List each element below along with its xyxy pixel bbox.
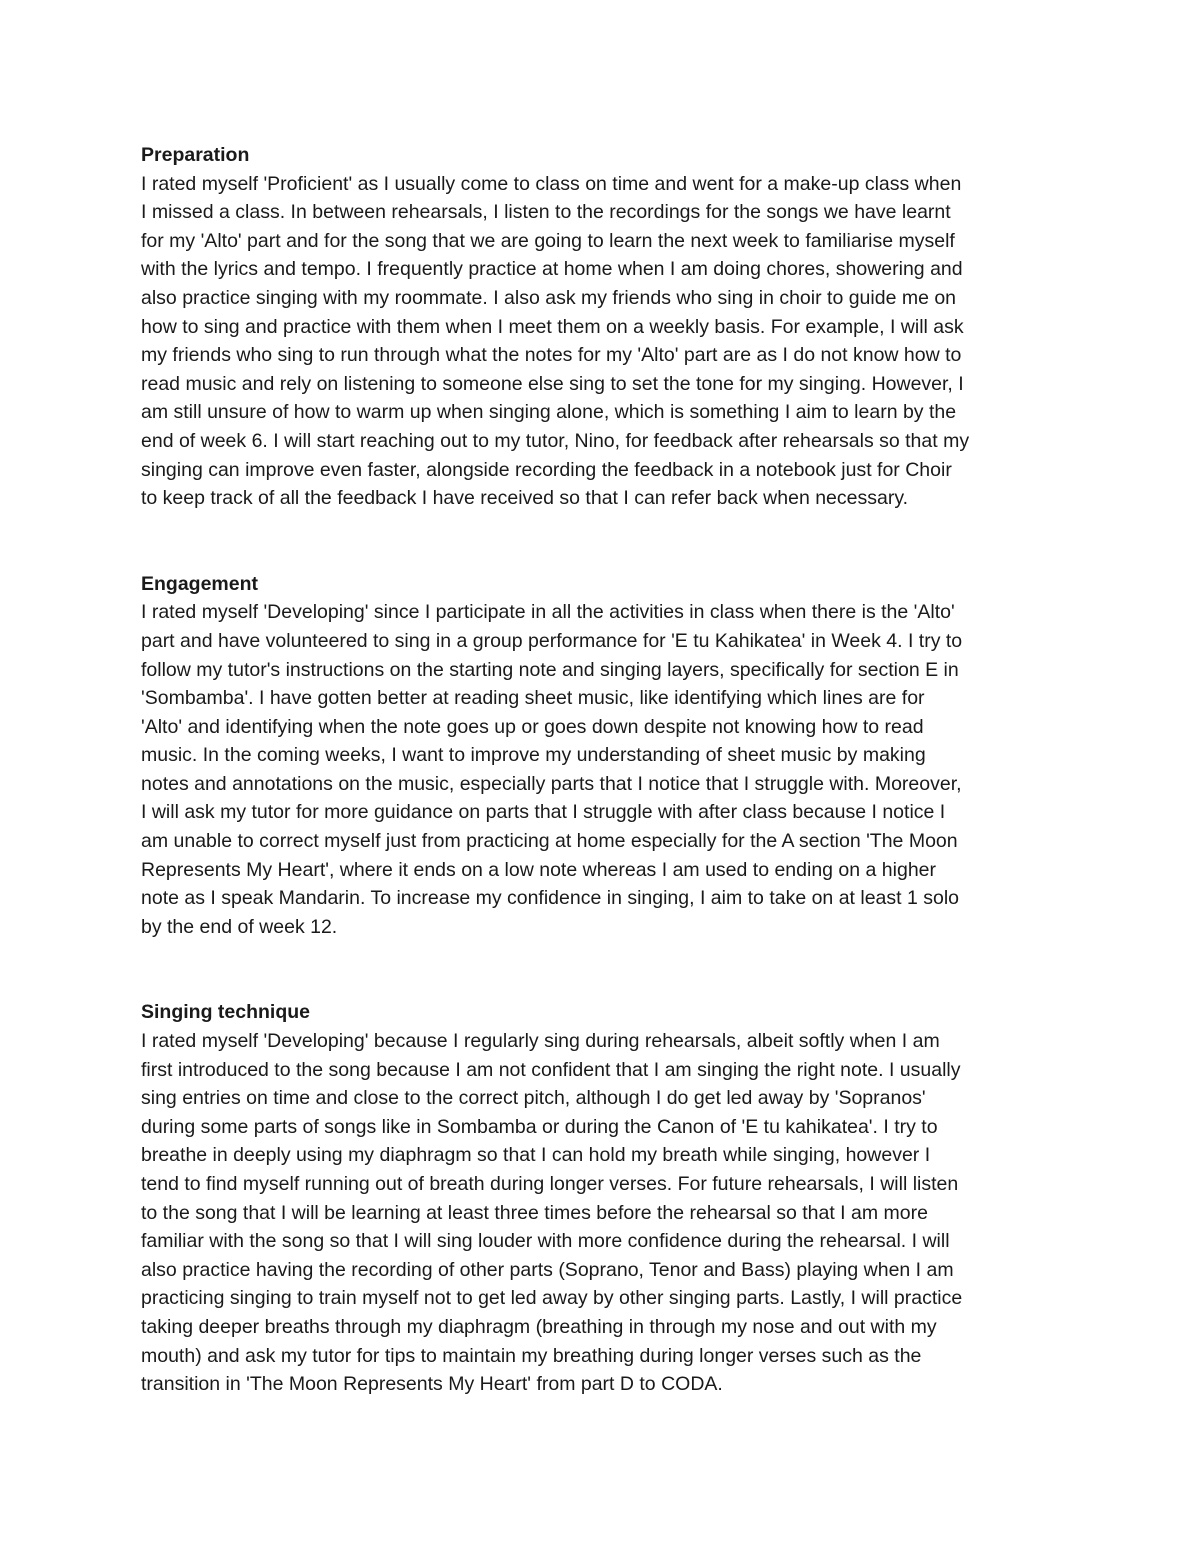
text-line: my friends who sing to run through what the notes for my 'Alto' part are as I do not know how to	[141, 344, 962, 367]
text-line: notes and annotations on the music, especially parts that I notice that I struggle with. Moreover,	[141, 772, 962, 795]
text-line: I will ask my tutor for more guidance on parts that I struggle with after class because I notice I	[141, 801, 946, 824]
text-line: I rated myself 'Developing' since I participate in all the activities in class when there is the 'Alto'	[141, 601, 955, 624]
text-line: singing can improve even faster, alongside recording the feedback in a notebook just for Choir	[141, 458, 952, 481]
section-heading: Engagement	[141, 572, 259, 595]
text-line: am unable to correct myself just from practicing at home especially for the A section 'The Moon	[141, 830, 958, 853]
text-line: breathe in deeply using my diaphragm so that I can hold my breath while singing, however I	[141, 1144, 931, 1167]
text-line: music. In the coming weeks, I want to improve my understanding of sheet music by making	[141, 744, 926, 767]
section-preparation	[141, 141, 1071, 513]
text-line: tend to find myself running out of breath during longer verses. For future rehearsals, I will listen	[141, 1173, 959, 1195]
text-line: also practice singing with my roommate. I also ask my friends who sing in choir to guide me on	[141, 286, 957, 309]
text-line: end of week 6. I will start reaching out to my tutor, Nino, for feedback after rehearsals so that my	[141, 429, 970, 452]
text-line: to keep track of all the feedback I have received so that I can refer back when necessary.	[141, 487, 909, 510]
text-line: 'Alto' and identifying when the note goes up or goes down despite not knowing how to read	[141, 715, 924, 738]
text-line: I rated myself 'Proficient' as I usually come to class on time and went for a make-up class when	[141, 172, 962, 195]
text-line: also practice having the recording of other parts (Soprano, Tenor and Bass) playing when I am	[141, 1258, 954, 1281]
section-heading: Singing technique	[141, 1001, 310, 1024]
text-line: transition in 'The Moon Represents My Heart' from part D to CODA.	[141, 1373, 723, 1396]
text-line: sing entries on time and close to the correct pitch, although I do get led away by 'Sopranos'	[141, 1087, 926, 1110]
text-line: mouth) and ask my tutor for tips to maintain my breathing during longer verses such as the	[141, 1344, 922, 1367]
text-line: follow my tutor's instructions on the starting note and singing layers, specifically for section E in	[141, 658, 959, 681]
text-line: familiar with the song so that I will sing louder with more confidence during the rehearsal. I will	[141, 1230, 950, 1253]
text-line: am still unsure of how to warm up when singing alone, which is something I aim to learn by the	[141, 401, 957, 424]
section-engagement	[141, 570, 1071, 942]
text-line: how to sing and practice with them when I meet them on a weekly basis. For example, I will ask	[141, 315, 964, 338]
section-spacer	[141, 941, 1071, 998]
text-line: practicing singing to train myself not to get led away by other singing parts. Lastly, I will practice	[141, 1287, 963, 1310]
text-line: I rated myself 'Developing' because I regularly sing during rehearsals, albeit softly when I am	[141, 1030, 940, 1053]
document-page	[141, 141, 1071, 1399]
text-line: by the end of week 12.	[141, 915, 338, 938]
section-heading: Preparation	[141, 144, 250, 166]
section-singing-technique	[141, 998, 1071, 1398]
text-line: part and have volunteered to sing in a group performance for 'E tu Kahikatea' in Week 4. I try to	[141, 629, 963, 652]
text-line: read music and rely on listening to someone else sing to set the tone for my singing. However, I	[141, 372, 964, 395]
text-line: first introduced to the song because I am not confident that I am singing the right note. I usually	[141, 1058, 961, 1081]
text-line: I missed a class. In between rehearsals, I listen to the recordings for the songs we have learnt	[141, 201, 951, 224]
section-spacer	[141, 513, 1071, 570]
text-line: note as I speak Mandarin. To increase my confidence in singing, I aim to take on at least 1 solo	[141, 887, 960, 910]
text-line: during some parts of songs like in Sombamba or during the Canon of 'E tu kahikatea'. I try to	[141, 1115, 938, 1138]
text-line: Represents My Heart', where it ends on a low note whereas I am used to ending on a higher	[141, 858, 937, 881]
text-line: with the lyrics and tempo. I frequently practice at home when I am doing chores, showering and	[141, 258, 963, 281]
text-line: 'Sombamba'. I have gotten better at reading sheet music, like identifying which lines are for	[141, 687, 925, 710]
text-line: for my 'Alto' part and for the song that we are going to learn the next week to familiarise myself	[141, 229, 955, 252]
text-line: to the song that I will be learning at least three times before the rehearsal so that I am more	[141, 1201, 928, 1224]
text-line: taking deeper breaths through my diaphragm (breathing in through my nose and out with my	[141, 1315, 937, 1338]
